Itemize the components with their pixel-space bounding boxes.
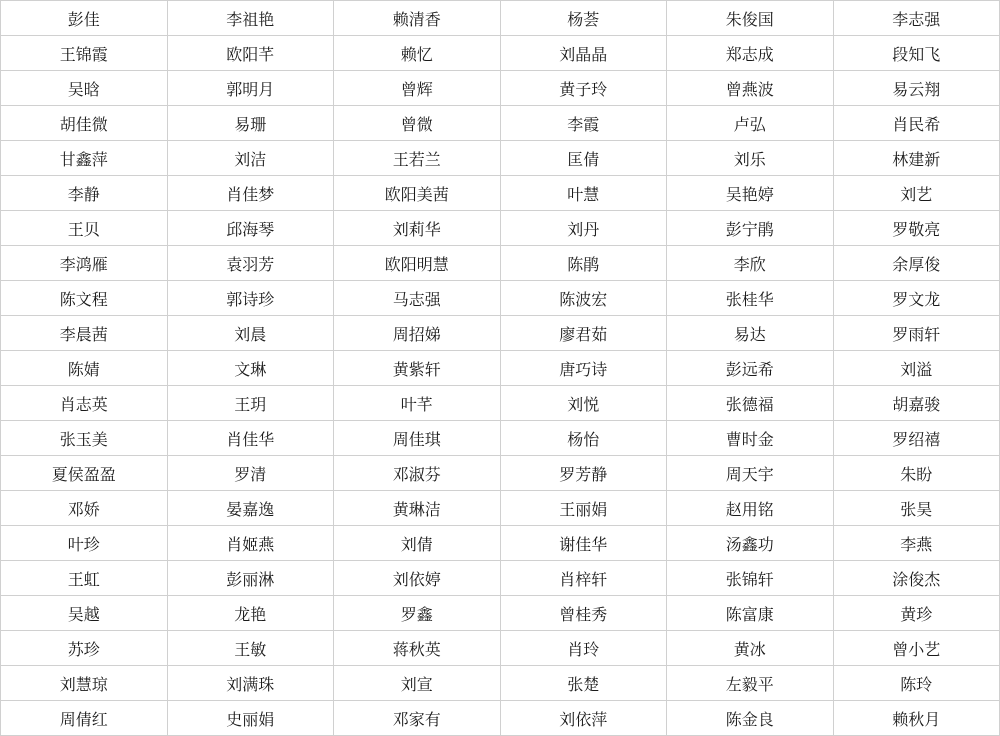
table-cell-name: 张锦轩 bbox=[667, 561, 834, 596]
table-cell-name: 肖佳梦 bbox=[167, 176, 334, 211]
table-row bbox=[1, 1, 1000, 36]
table-cell-name: 罗绍禧 bbox=[833, 421, 1000, 456]
table-cell-name: 唐巧诗 bbox=[500, 351, 667, 386]
table-cell-name: 胡佳微 bbox=[1, 106, 168, 141]
table-cell-name: 史丽娟 bbox=[167, 701, 334, 736]
table-cell-name: 马志强 bbox=[334, 281, 501, 316]
table-cell-name: 刘晶晶 bbox=[500, 36, 667, 71]
table-cell-name: 刘慧琼 bbox=[1, 666, 168, 701]
table-cell-name: 涂俊杰 bbox=[833, 561, 1000, 596]
table-cell-name: 黄冰 bbox=[667, 631, 834, 666]
table-cell-name: 欧阳美茜 bbox=[334, 176, 501, 211]
table-cell-name: 胡嘉骏 bbox=[833, 386, 1000, 421]
table-cell-name: 张桂华 bbox=[667, 281, 834, 316]
table-row bbox=[1, 316, 1000, 351]
table-cell-name: 曾燕波 bbox=[667, 71, 834, 106]
table-cell-name: 易达 bbox=[667, 316, 834, 351]
table-cell-name: 叶芊 bbox=[334, 386, 501, 421]
table-cell-name: 吴晗 bbox=[1, 71, 168, 106]
table-cell-name: 林建新 bbox=[833, 141, 1000, 176]
table-row bbox=[1, 36, 1000, 71]
table-cell-name: 李静 bbox=[1, 176, 168, 211]
table-cell-name: 郭明月 bbox=[167, 71, 334, 106]
table-row bbox=[1, 351, 1000, 386]
table-row bbox=[1, 176, 1000, 211]
table-cell-name: 蒋秋英 bbox=[334, 631, 501, 666]
table-cell-name: 罗敬亮 bbox=[833, 211, 1000, 246]
table-cell-name: 李霞 bbox=[500, 106, 667, 141]
table-row bbox=[1, 701, 1000, 736]
table-row bbox=[1, 246, 1000, 281]
table-cell-name: 邱海琴 bbox=[167, 211, 334, 246]
table-cell-name: 王贝 bbox=[1, 211, 168, 246]
table-cell-name: 黄子玲 bbox=[500, 71, 667, 106]
table-cell-name: 刘溢 bbox=[833, 351, 1000, 386]
table-row bbox=[1, 561, 1000, 596]
table-cell-name: 叶慧 bbox=[500, 176, 667, 211]
table-cell-name: 刘洁 bbox=[167, 141, 334, 176]
table-cell-name: 张德福 bbox=[667, 386, 834, 421]
table-cell-name: 刘宣 bbox=[334, 666, 501, 701]
table-cell-name: 周招娣 bbox=[334, 316, 501, 351]
table-cell-name: 罗清 bbox=[167, 456, 334, 491]
table-cell-name: 朱俊国 bbox=[667, 1, 834, 36]
table-cell-name: 肖志英 bbox=[1, 386, 168, 421]
table-cell-name: 李晨茜 bbox=[1, 316, 168, 351]
table-cell-name: 肖民希 bbox=[833, 106, 1000, 141]
table-cell-name: 王锦霞 bbox=[1, 36, 168, 71]
table-cell-name: 杨荟 bbox=[500, 1, 667, 36]
table-row bbox=[1, 596, 1000, 631]
table-cell-name: 易云翔 bbox=[833, 71, 1000, 106]
table-cell-name: 吴越 bbox=[1, 596, 168, 631]
table-cell-name: 陈金良 bbox=[667, 701, 834, 736]
table-cell-name: 赖秋月 bbox=[833, 701, 1000, 736]
table-row bbox=[1, 211, 1000, 246]
table-cell-name: 肖姬燕 bbox=[167, 526, 334, 561]
table-cell-name: 刘丹 bbox=[500, 211, 667, 246]
table-cell-name: 陈文程 bbox=[1, 281, 168, 316]
table-cell-name: 罗雨轩 bbox=[833, 316, 1000, 351]
table-cell-name: 罗文龙 bbox=[833, 281, 1000, 316]
table-cell-name: 曾小艺 bbox=[833, 631, 1000, 666]
table-cell-name: 彭佳 bbox=[1, 1, 168, 36]
table-cell-name: 段知飞 bbox=[833, 36, 1000, 71]
table-cell-name: 曹时金 bbox=[667, 421, 834, 456]
table-cell-name: 晏嘉逸 bbox=[167, 491, 334, 526]
table-cell-name: 王敏 bbox=[167, 631, 334, 666]
table-row bbox=[1, 421, 1000, 456]
table-cell-name: 陈婧 bbox=[1, 351, 168, 386]
table-cell-name: 陈富康 bbox=[667, 596, 834, 631]
table-row bbox=[1, 666, 1000, 701]
table-cell-name: 夏侯盈盈 bbox=[1, 456, 168, 491]
table-cell-name: 曾辉 bbox=[334, 71, 501, 106]
table-cell-name: 刘乐 bbox=[667, 141, 834, 176]
names-table-body bbox=[1, 1, 1000, 736]
table-cell-name: 朱盼 bbox=[833, 456, 1000, 491]
table-cell-name: 李燕 bbox=[833, 526, 1000, 561]
table-cell-name: 彭远希 bbox=[667, 351, 834, 386]
table-cell-name: 肖玲 bbox=[500, 631, 667, 666]
table-cell-name: 刘晨 bbox=[167, 316, 334, 351]
table-cell-name: 易珊 bbox=[167, 106, 334, 141]
table-cell-name: 周佳琪 bbox=[334, 421, 501, 456]
table-cell-name: 彭宁鹃 bbox=[667, 211, 834, 246]
table-cell-name: 刘满珠 bbox=[167, 666, 334, 701]
table-cell-name: 文琳 bbox=[167, 351, 334, 386]
table-row bbox=[1, 631, 1000, 666]
table-cell-name: 周倩红 bbox=[1, 701, 168, 736]
table-cell-name: 王虹 bbox=[1, 561, 168, 596]
table-cell-name: 刘依萍 bbox=[500, 701, 667, 736]
table-cell-name: 袁羽芳 bbox=[167, 246, 334, 281]
table-cell-name: 赖清香 bbox=[334, 1, 501, 36]
table-cell-name: 张楚 bbox=[500, 666, 667, 701]
table-cell-name: 汤鑫功 bbox=[667, 526, 834, 561]
table-cell-name: 匡倩 bbox=[500, 141, 667, 176]
table-cell-name: 陈波宏 bbox=[500, 281, 667, 316]
table-cell-name: 吴艳婷 bbox=[667, 176, 834, 211]
table-cell-name: 刘依婷 bbox=[334, 561, 501, 596]
table-cell-name: 罗鑫 bbox=[334, 596, 501, 631]
table-cell-name: 刘倩 bbox=[334, 526, 501, 561]
table-cell-name: 曾桂秀 bbox=[500, 596, 667, 631]
table-cell-name: 李志强 bbox=[833, 1, 1000, 36]
table-cell-name: 王丽娟 bbox=[500, 491, 667, 526]
table-cell-name: 李祖艳 bbox=[167, 1, 334, 36]
table-cell-name: 王玥 bbox=[167, 386, 334, 421]
table-cell-name: 叶珍 bbox=[1, 526, 168, 561]
table-cell-name: 甘鑫萍 bbox=[1, 141, 168, 176]
table-row bbox=[1, 106, 1000, 141]
table-row bbox=[1, 456, 1000, 491]
table-cell-name: 赵用铭 bbox=[667, 491, 834, 526]
table-row bbox=[1, 281, 1000, 316]
table-row bbox=[1, 386, 1000, 421]
table-cell-name: 欧阳芊 bbox=[167, 36, 334, 71]
table-cell-name: 赖忆 bbox=[334, 36, 501, 71]
table-cell-name: 刘莉华 bbox=[334, 211, 501, 246]
table-cell-name: 郑志成 bbox=[667, 36, 834, 71]
table-cell-name: 黄琳洁 bbox=[334, 491, 501, 526]
table-cell-name: 张玉美 bbox=[1, 421, 168, 456]
table-cell-name: 杨怡 bbox=[500, 421, 667, 456]
table-cell-name: 李欣 bbox=[667, 246, 834, 281]
table-cell-name: 廖君茹 bbox=[500, 316, 667, 351]
table-cell-name: 苏珍 bbox=[1, 631, 168, 666]
table-row bbox=[1, 141, 1000, 176]
table-cell-name: 郭诗珍 bbox=[167, 281, 334, 316]
table-cell-name: 左毅平 bbox=[667, 666, 834, 701]
table-cell-name: 陈鹃 bbox=[500, 246, 667, 281]
table-cell-name: 龙艳 bbox=[167, 596, 334, 631]
table-cell-name: 肖佳华 bbox=[167, 421, 334, 456]
table-cell-name: 张昊 bbox=[833, 491, 1000, 526]
table-cell-name: 陈玲 bbox=[833, 666, 1000, 701]
table-cell-name: 曾微 bbox=[334, 106, 501, 141]
table-cell-name: 刘艺 bbox=[833, 176, 1000, 211]
table-cell-name: 邓淑芬 bbox=[334, 456, 501, 491]
table-row bbox=[1, 526, 1000, 561]
table-cell-name: 卢弘 bbox=[667, 106, 834, 141]
table-cell-name: 谢佳华 bbox=[500, 526, 667, 561]
table-cell-name: 彭丽淋 bbox=[167, 561, 334, 596]
table-cell-name: 余厚俊 bbox=[833, 246, 1000, 281]
table-cell-name: 王若兰 bbox=[334, 141, 501, 176]
table-cell-name: 黄紫轩 bbox=[334, 351, 501, 386]
table-cell-name: 刘悦 bbox=[500, 386, 667, 421]
table-cell-name: 邓家有 bbox=[334, 701, 501, 736]
table-row bbox=[1, 71, 1000, 106]
table-row bbox=[1, 491, 1000, 526]
table-cell-name: 罗芳静 bbox=[500, 456, 667, 491]
table-cell-name: 周天宇 bbox=[667, 456, 834, 491]
table-cell-name: 李鸿雁 bbox=[1, 246, 168, 281]
table-cell-name: 邓娇 bbox=[1, 491, 168, 526]
table-cell-name: 欧阳明慧 bbox=[334, 246, 501, 281]
table-cell-name: 黄珍 bbox=[833, 596, 1000, 631]
table-cell-name: 肖梓轩 bbox=[500, 561, 667, 596]
